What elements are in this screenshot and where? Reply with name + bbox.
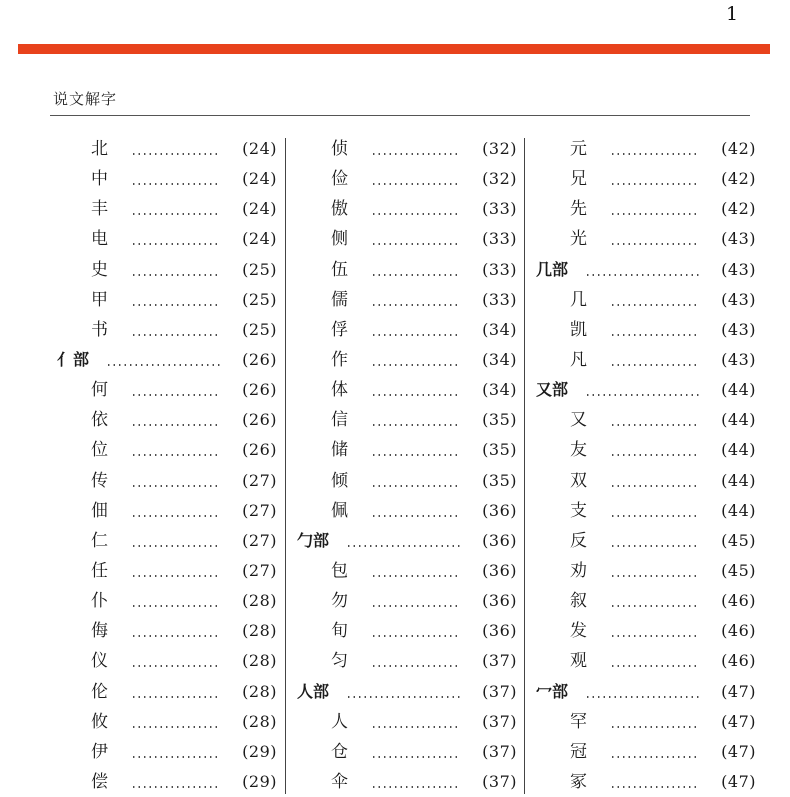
index-entry	[536, 616, 756, 646]
entry-character: 仁	[91, 530, 108, 551]
index-entry	[57, 496, 277, 526]
leader-dots	[610, 153, 700, 155]
leader-dots	[371, 605, 461, 607]
entry-character: 观	[570, 651, 587, 672]
radical-heading	[536, 255, 756, 285]
column-divider-right	[524, 138, 525, 794]
leader-dots	[131, 213, 221, 215]
entry-character: 人	[331, 711, 348, 732]
entry-character: 傲	[331, 199, 348, 220]
leader-dots	[131, 786, 221, 788]
entry-page-number: (37)	[482, 681, 517, 701]
entry-page-number: (42)	[721, 199, 756, 219]
entry-character: 北	[91, 139, 108, 159]
index-entry	[57, 315, 277, 345]
entry-character: 凡	[570, 349, 587, 370]
entry-character: 何	[91, 380, 108, 401]
index-entry	[57, 164, 277, 194]
index-entry	[297, 616, 517, 646]
entry-character: 伦	[91, 681, 108, 702]
leader-dots	[610, 786, 700, 788]
entry-page-number: (37)	[482, 741, 517, 761]
leader-dots	[371, 515, 461, 517]
index-entry	[57, 767, 277, 797]
entry-page-number: (34)	[482, 319, 517, 339]
leader-dots	[610, 183, 700, 185]
entry-page-number: (46)	[721, 591, 756, 611]
leader-dots	[610, 545, 700, 547]
index-entry	[297, 134, 517, 164]
index-entry	[57, 526, 277, 556]
entry-character: 佃	[91, 500, 108, 521]
leader-dots	[131, 575, 221, 577]
entry-character: 侮	[91, 621, 108, 642]
entry-page-number: (32)	[482, 169, 517, 189]
entry-page-number: (36)	[482, 621, 517, 641]
leader-dots	[371, 635, 461, 637]
leader-dots	[131, 454, 221, 456]
index-entry	[57, 405, 277, 435]
leader-dots	[346, 545, 461, 547]
entry-page-number: (24)	[242, 169, 277, 189]
entry-page-number: (36)	[482, 591, 517, 611]
radical-heading	[536, 375, 756, 405]
leader-dots	[131, 183, 221, 185]
leader-dots	[371, 726, 461, 728]
index-entry	[536, 164, 756, 194]
radical-label: 勹部	[297, 530, 330, 550]
index-entry	[297, 737, 517, 767]
entry-character: 甲	[91, 289, 108, 310]
index-entry	[57, 707, 277, 737]
radical-label: 人部	[297, 681, 330, 701]
entry-character: 罕	[570, 711, 587, 732]
index-entry	[57, 616, 277, 646]
entry-character: 储	[331, 440, 348, 461]
entry-page-number: (46)	[721, 651, 756, 671]
entry-page-number: (33)	[482, 199, 517, 219]
entry-page-number: (35)	[482, 470, 517, 490]
index-entry	[297, 466, 517, 496]
index-entry	[536, 767, 756, 797]
index-entry	[536, 405, 756, 435]
index-column-1	[57, 134, 277, 797]
entry-character: 勿	[331, 591, 348, 612]
entry-page-number: (25)	[242, 319, 277, 339]
entry-character: 仓	[331, 741, 348, 762]
index-entry	[536, 285, 756, 315]
entry-page-number: (32)	[482, 139, 517, 158]
radical-heading	[57, 345, 277, 375]
index-entry	[297, 435, 517, 465]
leader-dots	[106, 364, 221, 366]
entry-character: 书	[91, 319, 108, 340]
leader-dots	[371, 424, 461, 426]
entry-character: 凯	[570, 319, 587, 340]
entry-page-number: (43)	[721, 349, 756, 369]
radical-heading	[297, 526, 517, 556]
index-entry	[297, 164, 517, 194]
leader-dots	[610, 605, 700, 607]
entry-character: 旬	[331, 621, 348, 642]
entry-character: 佩	[331, 500, 348, 521]
entry-page-number: (42)	[721, 139, 756, 158]
entry-character: 偿	[91, 771, 108, 792]
leader-dots	[371, 756, 461, 758]
entry-page-number: (33)	[482, 289, 517, 309]
index-entry	[57, 435, 277, 465]
entry-page-number: (37)	[482, 771, 517, 791]
index-entry	[297, 646, 517, 676]
leader-dots	[371, 213, 461, 215]
entry-page-number: (26)	[242, 380, 277, 400]
index-entry	[297, 285, 517, 315]
leader-dots	[346, 696, 461, 698]
entry-character: 丰	[91, 199, 108, 220]
index-entry	[57, 737, 277, 767]
entry-character: 任	[91, 560, 108, 581]
leader-dots	[371, 304, 461, 306]
index-entry	[536, 466, 756, 496]
leader-dots	[610, 364, 700, 366]
entry-page-number: (27)	[242, 500, 277, 520]
entry-page-number: (44)	[721, 500, 756, 520]
leader-dots	[131, 153, 221, 155]
radical-label: 冖部	[536, 681, 569, 701]
entry-character: 体	[331, 380, 348, 401]
leader-dots	[585, 696, 700, 698]
header-rule	[50, 115, 750, 116]
entry-character: 儒	[331, 289, 348, 310]
leader-dots	[131, 635, 221, 637]
leader-dots	[610, 485, 700, 487]
index-entry	[536, 315, 756, 345]
leader-dots	[371, 274, 461, 276]
index-entry	[57, 134, 277, 164]
entry-character: 侦	[331, 139, 348, 159]
entry-page-number: (42)	[721, 169, 756, 189]
entry-character: 匀	[331, 651, 348, 672]
entry-character: 传	[91, 470, 108, 491]
entry-page-number: (28)	[242, 621, 277, 641]
index-entry	[536, 435, 756, 465]
index-entry	[297, 556, 517, 586]
radical-label: 又部	[536, 380, 569, 400]
entry-character: 又	[570, 410, 587, 431]
leader-dots	[371, 485, 461, 487]
entry-page-number: (43)	[721, 319, 756, 339]
index-entry	[297, 255, 517, 285]
index-entry	[536, 646, 756, 676]
entry-character: 包	[331, 560, 348, 581]
entry-page-number: (28)	[242, 651, 277, 671]
leader-dots	[610, 243, 700, 245]
entry-page-number: (36)	[482, 530, 517, 550]
leader-dots	[610, 454, 700, 456]
leader-dots	[131, 334, 221, 336]
index-entry	[297, 345, 517, 375]
entry-page-number: (44)	[721, 440, 756, 460]
entry-page-number: (46)	[721, 621, 756, 641]
index-entry	[536, 194, 756, 224]
leader-dots	[131, 304, 221, 306]
entry-page-number: (25)	[242, 259, 277, 279]
entry-character: 电	[91, 229, 108, 250]
leader-dots	[131, 485, 221, 487]
entry-character: 友	[570, 440, 587, 461]
leader-dots	[371, 665, 461, 667]
index-entry	[536, 737, 756, 767]
header-red-band	[18, 44, 770, 54]
index-entry	[57, 646, 277, 676]
index-entry	[297, 315, 517, 345]
column-divider-left	[285, 138, 286, 794]
radical-heading	[536, 677, 756, 707]
leader-dots	[131, 274, 221, 276]
index-entry	[536, 707, 756, 737]
entry-page-number: (27)	[242, 530, 277, 550]
leader-dots	[610, 756, 700, 758]
entry-page-number: (35)	[482, 440, 517, 460]
entry-character: 伞	[331, 771, 348, 792]
entry-page-number: (34)	[482, 349, 517, 369]
entry-page-number: (25)	[242, 289, 277, 309]
entry-page-number: (45)	[721, 560, 756, 580]
index-entry	[297, 767, 517, 797]
entry-page-number: (29)	[242, 741, 277, 761]
leader-dots	[131, 756, 221, 758]
leader-dots	[371, 575, 461, 577]
index-entry	[57, 556, 277, 586]
leader-dots	[610, 575, 700, 577]
entry-page-number: (28)	[242, 711, 277, 731]
entry-page-number: (44)	[721, 410, 756, 430]
entry-character: 史	[91, 259, 108, 280]
entry-page-number: (47)	[721, 711, 756, 731]
entry-page-number: (43)	[721, 289, 756, 309]
entry-page-number: (44)	[721, 380, 756, 400]
leader-dots	[585, 394, 700, 396]
entry-page-number: (24)	[242, 139, 277, 158]
entry-character: 中	[91, 169, 108, 190]
leader-dots	[371, 394, 461, 396]
entry-character: 位	[91, 440, 108, 461]
index-entry	[297, 375, 517, 405]
entry-character: 先	[570, 199, 587, 220]
index-entry	[536, 224, 756, 254]
leader-dots	[371, 153, 461, 155]
entry-page-number: (35)	[482, 410, 517, 430]
entry-character: 倾	[331, 470, 348, 491]
leader-dots	[371, 786, 461, 788]
entry-character: 俘	[331, 319, 348, 340]
leader-dots	[371, 334, 461, 336]
entry-page-number: (27)	[242, 560, 277, 580]
entry-character: 作	[331, 349, 348, 370]
book-title: 说文解字	[53, 90, 118, 108]
index-entry	[297, 194, 517, 224]
entry-page-number: (43)	[721, 229, 756, 249]
entry-character: 俭	[331, 169, 348, 190]
index-column-2	[297, 134, 517, 797]
leader-dots	[131, 726, 221, 728]
leader-dots	[371, 364, 461, 366]
entry-page-number: (44)	[721, 470, 756, 490]
entry-character: 元	[570, 139, 587, 159]
leader-dots	[371, 454, 461, 456]
entry-character: 反	[570, 530, 587, 551]
index-entry	[297, 496, 517, 526]
entry-page-number: (26)	[242, 410, 277, 430]
index-entry	[536, 586, 756, 616]
index-entry	[297, 224, 517, 254]
entry-character: 光	[570, 229, 587, 250]
leader-dots	[585, 274, 700, 276]
entry-page-number: (47)	[721, 741, 756, 761]
leader-dots	[371, 243, 461, 245]
entry-page-number: (26)	[242, 349, 277, 369]
entry-character: 劝	[570, 560, 587, 581]
leader-dots	[610, 334, 700, 336]
index-entry	[57, 285, 277, 315]
entry-page-number: (45)	[721, 530, 756, 550]
radical-label: 几部	[536, 259, 569, 279]
radical-label: 亻部	[57, 349, 90, 369]
index-entry	[536, 134, 756, 164]
leader-dots	[131, 545, 221, 547]
leader-dots	[610, 515, 700, 517]
entry-character: 信	[331, 410, 348, 431]
leader-dots	[610, 424, 700, 426]
page-number: 1	[726, 3, 739, 25]
entry-character: 叙	[570, 591, 587, 612]
index-entry	[297, 586, 517, 616]
index-entry	[57, 466, 277, 496]
leader-dots	[610, 665, 700, 667]
entry-page-number: (36)	[482, 500, 517, 520]
entry-character: 攸	[91, 711, 108, 732]
entry-character: 发	[570, 621, 587, 642]
leader-dots	[610, 304, 700, 306]
entry-page-number: (28)	[242, 681, 277, 701]
leader-dots	[131, 424, 221, 426]
entry-page-number: (47)	[721, 681, 756, 701]
entry-page-number: (36)	[482, 560, 517, 580]
leader-dots	[371, 183, 461, 185]
index-entry	[297, 707, 517, 737]
entry-page-number: (34)	[482, 380, 517, 400]
entry-page-number: (24)	[242, 229, 277, 249]
leader-dots	[131, 243, 221, 245]
entry-page-number: (29)	[242, 771, 277, 791]
entry-character: 仪	[91, 651, 108, 672]
index-entry	[297, 405, 517, 435]
index-entry	[57, 586, 277, 616]
entry-page-number: (47)	[721, 771, 756, 791]
entry-page-number: (33)	[482, 259, 517, 279]
entry-page-number: (26)	[242, 440, 277, 460]
leader-dots	[131, 515, 221, 517]
index-entry	[57, 194, 277, 224]
entry-character: 伊	[91, 741, 108, 762]
index-column-3	[536, 134, 756, 797]
index-entry	[536, 496, 756, 526]
entry-character: 支	[570, 500, 587, 521]
leader-dots	[131, 605, 221, 607]
index-entry	[536, 526, 756, 556]
entry-page-number: (24)	[242, 199, 277, 219]
entry-page-number: (33)	[482, 229, 517, 249]
index-entry	[536, 345, 756, 375]
leader-dots	[610, 635, 700, 637]
entry-character: 依	[91, 410, 108, 431]
index-entry	[57, 375, 277, 405]
leader-dots	[131, 665, 221, 667]
index-entry	[536, 556, 756, 586]
entry-page-number: (28)	[242, 591, 277, 611]
entry-character: 侧	[331, 229, 348, 250]
entry-character: 几	[570, 289, 587, 310]
entry-character: 冢	[570, 771, 587, 792]
entry-character: 双	[570, 470, 587, 491]
entry-character: 兄	[570, 169, 587, 190]
index-entry	[57, 224, 277, 254]
entry-page-number: (27)	[242, 470, 277, 490]
leader-dots	[610, 726, 700, 728]
index-entry	[57, 255, 277, 285]
index-entry	[57, 677, 277, 707]
leader-dots	[131, 394, 221, 396]
entry-character: 仆	[91, 591, 108, 612]
entry-page-number: (43)	[721, 259, 756, 279]
leader-dots	[610, 213, 700, 215]
entry-page-number: (37)	[482, 651, 517, 671]
radical-heading	[297, 677, 517, 707]
entry-character: 伍	[331, 259, 348, 280]
entry-character: 冠	[570, 741, 587, 762]
leader-dots	[131, 696, 221, 698]
entry-page-number: (37)	[482, 711, 517, 731]
